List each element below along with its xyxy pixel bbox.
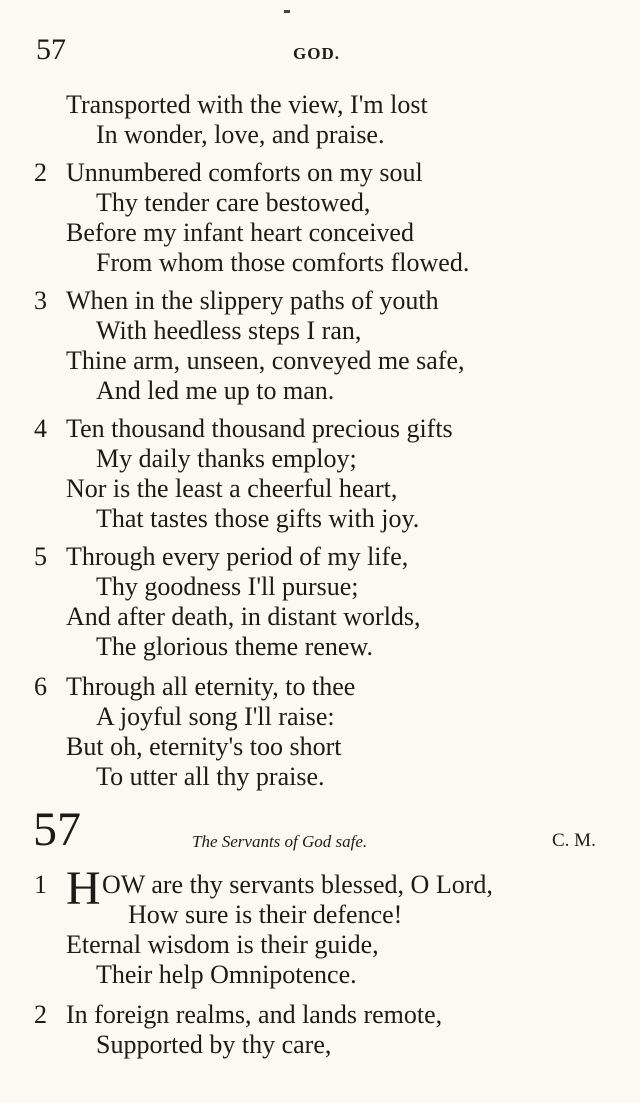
verse-line: Through all eternity, to thee xyxy=(66,672,356,701)
verse-line: Thine arm, unseen, conveyed me safe, xyxy=(66,346,465,375)
verse-number: 5 xyxy=(34,542,47,571)
verse-line: OW are thy servants blessed, O Lord, xyxy=(102,870,493,899)
continuation-line: Transported with the view, I'm lost xyxy=(66,90,428,119)
hymn-title: The Servants of God safe. xyxy=(192,832,368,851)
verse-line: The glorious theme renew. xyxy=(96,632,373,661)
verse-number: 3 xyxy=(34,286,47,315)
verse-line: That tastes those gifts with joy. xyxy=(96,504,420,533)
verse-line: From whom those comforts flowed. xyxy=(96,248,470,277)
verse-line: Nor is the least a cheerful heart, xyxy=(66,474,398,503)
verse-line: Eternal wisdom is their guide, xyxy=(66,930,379,959)
verse-number: 2 xyxy=(34,158,47,187)
verse-line: When in the slippery paths of youth xyxy=(66,286,439,315)
verse-line: With heedless steps I ran, xyxy=(96,316,362,345)
print-mark xyxy=(284,10,290,13)
verse-number: 2 xyxy=(34,1000,47,1029)
verse-line: Through every period of my life, xyxy=(66,542,409,571)
verse-line: How sure is their defence! xyxy=(128,900,403,929)
hymn-meter: C. M. xyxy=(552,830,596,851)
verse-line: Supported by thy care, xyxy=(96,1030,332,1059)
verse-line: A joyful song I'll raise: xyxy=(96,702,335,731)
verse-line: Ten thousand thousand precious gifts xyxy=(66,414,453,443)
hymn-number: 57 xyxy=(33,803,81,856)
verse-number: 1 xyxy=(34,870,47,899)
verse-line: Thy tender care bestowed, xyxy=(96,188,371,217)
verse-number: 4 xyxy=(34,414,47,443)
verse-line: Thy goodness I'll pursue; xyxy=(96,572,359,601)
verse-number: 6 xyxy=(34,672,47,701)
continuation-line: In wonder, love, and praise. xyxy=(96,120,385,149)
verse-line: But oh, eternity's too short xyxy=(66,732,342,761)
drop-cap: H xyxy=(66,862,101,915)
verse-line: Unnumbered comforts on my soul xyxy=(66,158,423,187)
verse-line: And led me up to man. xyxy=(96,376,335,405)
verse-line: Before my infant heart conceived xyxy=(66,218,414,247)
verse-line: My daily thanks employ; xyxy=(96,444,357,473)
running-title: GOD. xyxy=(293,44,340,63)
verse-line: To utter all thy praise. xyxy=(96,762,325,791)
verse-line: Their help Omnipotence. xyxy=(96,960,357,989)
verse-line: And after death, in distant worlds, xyxy=(66,602,421,631)
verse-line: In foreign realms, and lands remote, xyxy=(66,1000,443,1029)
page-number: 57 xyxy=(36,33,66,66)
